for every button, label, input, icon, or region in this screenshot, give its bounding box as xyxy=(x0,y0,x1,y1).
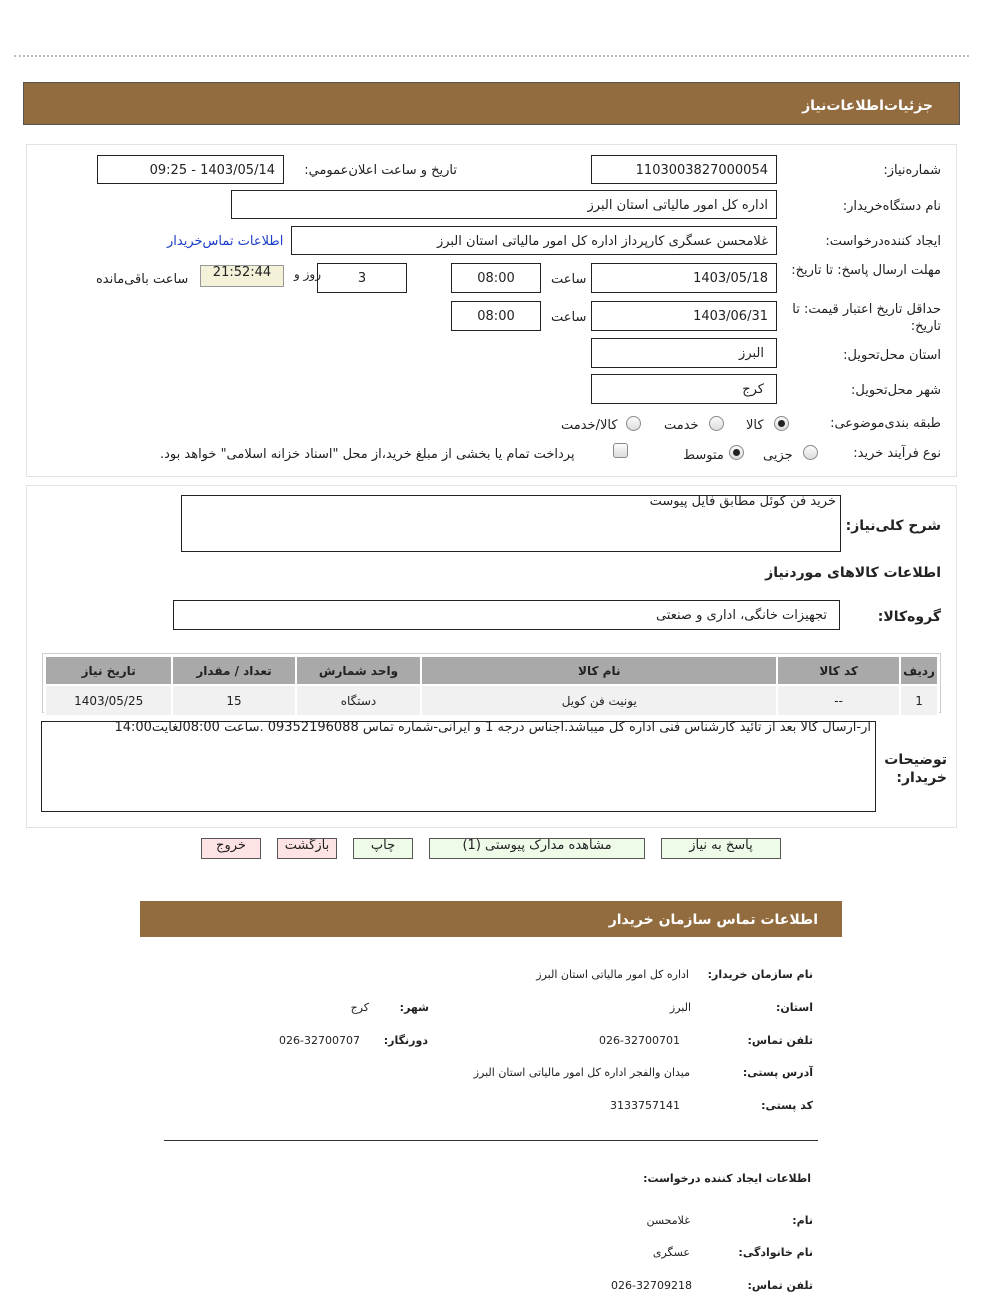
contact-city-value: کرج xyxy=(350,1001,369,1014)
col-code: کد کالا xyxy=(777,656,900,685)
creator-phone-value: 026-32709218 xyxy=(611,1279,692,1292)
buyer-org-label: نام دستگاه‌خریدار: xyxy=(842,199,941,214)
need-number-field: 1103003827000054 xyxy=(591,155,777,184)
category-label: طبقه بندی‌موضوعی: xyxy=(830,416,941,431)
buyer-notes-label: توضیحات خریدار: xyxy=(884,752,947,786)
category-service-radio[interactable] xyxy=(709,416,724,431)
goods-group-field: تجهیزات خانگی، اداری و صنعتی xyxy=(173,600,840,630)
city-label: شهر محل‌تحویل: xyxy=(851,383,941,398)
category-service-label: خدمت xyxy=(664,418,699,433)
cell-unit: دستگاه xyxy=(296,685,422,716)
city-field: کرج xyxy=(591,374,777,404)
category-both-label: کالا/خدمت xyxy=(561,418,618,433)
validity-time-label: ساعت xyxy=(551,310,587,325)
col-name: نام کالا xyxy=(421,656,777,685)
buyer-notes-textarea[interactable]: ار-ارسال کالا بعد از تائید کارشناس فنی اداره کل میباشد.اجناس درجه 1 و ایرانی-شماره تماس 09352196088 .ساعت 08:00لغایت14:00 xyxy=(41,721,876,812)
creator-first-name-value: غلامحسن xyxy=(646,1214,690,1227)
contact-section-header: اطلاعات تماس سازمان خریدار xyxy=(140,901,842,937)
goods-info-title: اطلاعات کالاهای مورد‌نیاز xyxy=(765,565,941,581)
creator-last-name-label: نام خانوادگی: xyxy=(738,1246,813,1259)
contact-postal-value: 3133757141 xyxy=(610,1099,680,1112)
contact-province-value: البرز xyxy=(669,1001,691,1014)
summary-label: شرح کلی‌نیاز: xyxy=(845,518,941,534)
validity-date-field: 1403/06/31 xyxy=(591,301,777,331)
category-goods-label: کالا xyxy=(746,418,764,433)
col-date: تاریخ نیاز xyxy=(45,656,172,685)
validity-time-field: 08:00 xyxy=(451,301,541,331)
buyer-contact-link[interactable]: اطلاعات تماس‌خریدار xyxy=(167,234,284,249)
cell-date: 1403/05/25 xyxy=(45,685,172,716)
cell-qty: 15 xyxy=(172,685,295,716)
creator-last-name-value: عسگری xyxy=(652,1246,690,1259)
remaining-time-label: ساعت باقی‌مانده xyxy=(96,272,189,287)
top-divider xyxy=(14,55,969,57)
contact-address-value: میدان والفجر اداره کل امور مالیاتی استان البرز xyxy=(473,1066,690,1079)
deadline-date-field: 1403/05/18 xyxy=(591,263,777,293)
cell-code: -- xyxy=(777,685,900,716)
validity-label: حداقل تاریخ اعتبار قیمت: تا تاریخ: xyxy=(792,302,941,334)
need-number-label: شماره‌نیاز: xyxy=(883,163,941,178)
days-field: 3 xyxy=(317,263,407,293)
back-button[interactable]: بازگشت xyxy=(277,838,337,859)
creator-label: ایجاد کننده‌درخواست: xyxy=(825,234,941,249)
page-header: جزئیات‌اطلاعات‌نیاز xyxy=(23,82,960,125)
col-row: ردیف xyxy=(900,656,938,685)
exit-button[interactable]: خروج xyxy=(201,838,261,859)
contact-fax-label: دورنگار: xyxy=(383,1034,428,1047)
contact-city-label: شهر: xyxy=(399,1001,429,1014)
summary-textarea[interactable]: خرید فن کوئل مطابق فایل پیوست xyxy=(181,495,841,552)
cell-row: 1 xyxy=(900,685,938,716)
remaining-time-field: 21:52:44 xyxy=(200,265,284,287)
cell-name: یونیت فن کویل xyxy=(421,685,777,716)
contact-org-value: اداره کل امور مالیاتی استان البرز xyxy=(536,968,689,981)
contact-address-label: آدرس پستی: xyxy=(742,1066,813,1079)
contact-fax-value: 026-32700707 xyxy=(279,1034,360,1047)
goods-table xyxy=(44,655,939,717)
creator-phone-label: تلفن تماس: xyxy=(747,1279,813,1292)
reply-button[interactable]: پاسخ به نیاز xyxy=(661,838,781,859)
province-field: البرز xyxy=(591,338,777,368)
creator-first-name-label: نام: xyxy=(792,1214,813,1227)
process-label: نوع فرآیند خرید: xyxy=(853,446,941,461)
announce-date-field: 1403/05/14 - 09:25 xyxy=(97,155,284,184)
contact-phone-label: تلفن تماس: xyxy=(747,1034,813,1047)
process-medium-radio[interactable] xyxy=(729,445,744,460)
col-unit: واحد شمارش xyxy=(296,656,422,685)
buyer-org-field: اداره کل امور مالیاتی استان البرز xyxy=(231,190,777,219)
contact-province-label: استان: xyxy=(776,1001,813,1014)
table-row xyxy=(45,685,938,716)
goods-table-header xyxy=(45,656,938,685)
deadline-time-label: ساعت xyxy=(551,272,587,287)
deadline-label: مهلت ارسال پاسخ: تا تاریخ: xyxy=(791,263,941,278)
attachments-button[interactable]: مشاهده مدارک پیوستی (1) xyxy=(429,838,645,859)
treasury-payment-note: پرداخت تمام یا بخشی از مبلغ خرید،از محل "اسناد خزانه اسلامی" خواهد بود. xyxy=(160,447,575,462)
deadline-time-field: 08:00 xyxy=(451,263,541,293)
creator-field: غلامحسن عسگری کارپرداز اداره کل امور مالیاتی استان البرز xyxy=(291,226,777,255)
province-label: استان محل‌تحویل: xyxy=(843,348,941,363)
process-small-radio[interactable] xyxy=(803,445,818,460)
contact-divider xyxy=(164,1140,818,1141)
creator-section-title: اطلاعات ایجاد کننده درخواست: xyxy=(643,1172,811,1185)
contact-org-label: نام سازمان خریدار: xyxy=(707,968,813,981)
days-label: روز و xyxy=(294,267,321,281)
category-both-radio[interactable] xyxy=(626,416,641,431)
goods-group-label: گروه‌کالا: xyxy=(877,609,941,625)
print-button[interactable]: چاپ xyxy=(353,838,413,859)
contact-postal-label: کد پستی: xyxy=(761,1099,813,1112)
process-small-label: جزیی xyxy=(763,448,793,463)
process-medium-label: متوسط xyxy=(683,448,724,463)
treasury-payment-checkbox[interactable] xyxy=(613,443,628,458)
col-qty: تعداد / مقدار xyxy=(172,656,295,685)
category-goods-radio[interactable] xyxy=(774,416,789,431)
contact-phone-value: 026-32700701 xyxy=(599,1034,680,1047)
announce-date-label: تاريخ و ساعت اعلان‌عمومي: xyxy=(304,163,457,178)
